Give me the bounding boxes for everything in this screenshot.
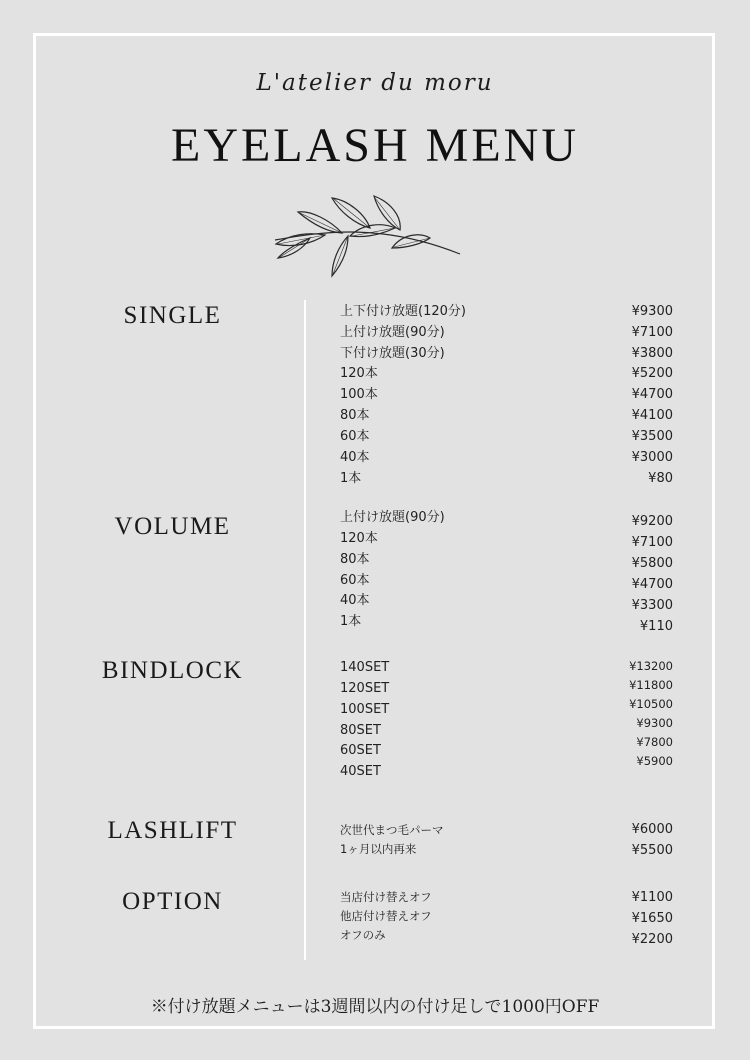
leaf-branch-icon: [270, 192, 465, 282]
menu-item: 60本: [340, 573, 370, 588]
menu-item: 上付け放題(90分): [340, 325, 445, 340]
menu-price: ¥11800: [629, 678, 673, 692]
menu-item: 100本: [340, 387, 378, 402]
menu-item: 80本: [340, 408, 370, 423]
menu-item: 下付け放題(30分): [340, 346, 445, 361]
menu-item: 120本: [340, 366, 378, 381]
menu-price: ¥4700: [631, 577, 673, 592]
menu-price: ¥10500: [629, 697, 673, 711]
section-title-bindlock: BINDLOCK: [101, 657, 244, 684]
menu-price: ¥1650: [631, 911, 673, 926]
menu-price: ¥6000: [631, 822, 673, 837]
menu-item: 140SET: [340, 660, 390, 675]
menu-price: ¥7100: [631, 535, 673, 550]
menu-item: 120SET: [340, 681, 390, 696]
menu-item: 1本: [340, 614, 362, 629]
menu-price: ¥4100: [631, 408, 673, 423]
menu-price: ¥7800: [636, 735, 673, 749]
menu-item: 他店付け替えオフ: [340, 909, 432, 923]
menu-price: ¥2200: [631, 932, 673, 947]
menu-price: ¥9300: [631, 304, 673, 319]
section-title-volume: VOLUME: [114, 513, 231, 540]
menu-item: 40SET: [340, 764, 381, 779]
menu-item: 80SET: [340, 723, 381, 738]
page-title: EYELASH MENU: [171, 119, 579, 172]
brand-name: L'atelier du moru: [256, 70, 494, 96]
menu-price: ¥4700: [631, 387, 673, 402]
menu-price: ¥5500: [631, 843, 673, 858]
menu-price: ¥13200: [629, 659, 673, 673]
section-title-lashlift: LASHLIFT: [107, 817, 238, 844]
menu-item: 1ヶ月以内再来: [340, 842, 417, 856]
menu-price: ¥3500: [631, 429, 673, 444]
menu-item: 60SET: [340, 743, 381, 758]
menu-price: ¥5900: [636, 754, 673, 768]
menu-item: 100SET: [340, 702, 390, 717]
menu-item: オフのみ: [340, 928, 386, 942]
menu-price: ¥110: [639, 619, 673, 634]
menu-item: 80本: [340, 552, 370, 567]
footer-note: ※付け放題メニューは3週間以内の付け足しで1000円OFF: [150, 997, 600, 1017]
menu-price: ¥5800: [631, 556, 673, 571]
menu-price: ¥80: [648, 471, 673, 486]
menu-item: 当店付け替えオフ: [340, 890, 432, 904]
menu-price: ¥5200: [631, 366, 673, 381]
menu-item: 40本: [340, 593, 370, 608]
menu-item: 60本: [340, 429, 370, 444]
section-title-option: OPTION: [122, 888, 223, 915]
menu-price: ¥7100: [631, 325, 673, 340]
menu-price: ¥3800: [631, 346, 673, 361]
menu-item: 1本: [340, 471, 362, 486]
menu-item: 120本: [340, 531, 378, 546]
section-title-single: SINGLE: [123, 302, 222, 329]
vertical-divider: [304, 300, 306, 960]
menu-item: 上下付け放題(120分): [340, 304, 466, 319]
menu-price: ¥9300: [636, 716, 673, 730]
menu-item: 上付け放題(90分): [340, 510, 445, 525]
menu-price: ¥3300: [631, 598, 673, 613]
menu-item: 次世代まつ毛パーマ: [340, 823, 444, 837]
menu-item: 40本: [340, 450, 370, 465]
menu-price: ¥3000: [631, 450, 673, 465]
menu-price: ¥1100: [631, 890, 673, 905]
menu-price: ¥9200: [631, 514, 673, 529]
